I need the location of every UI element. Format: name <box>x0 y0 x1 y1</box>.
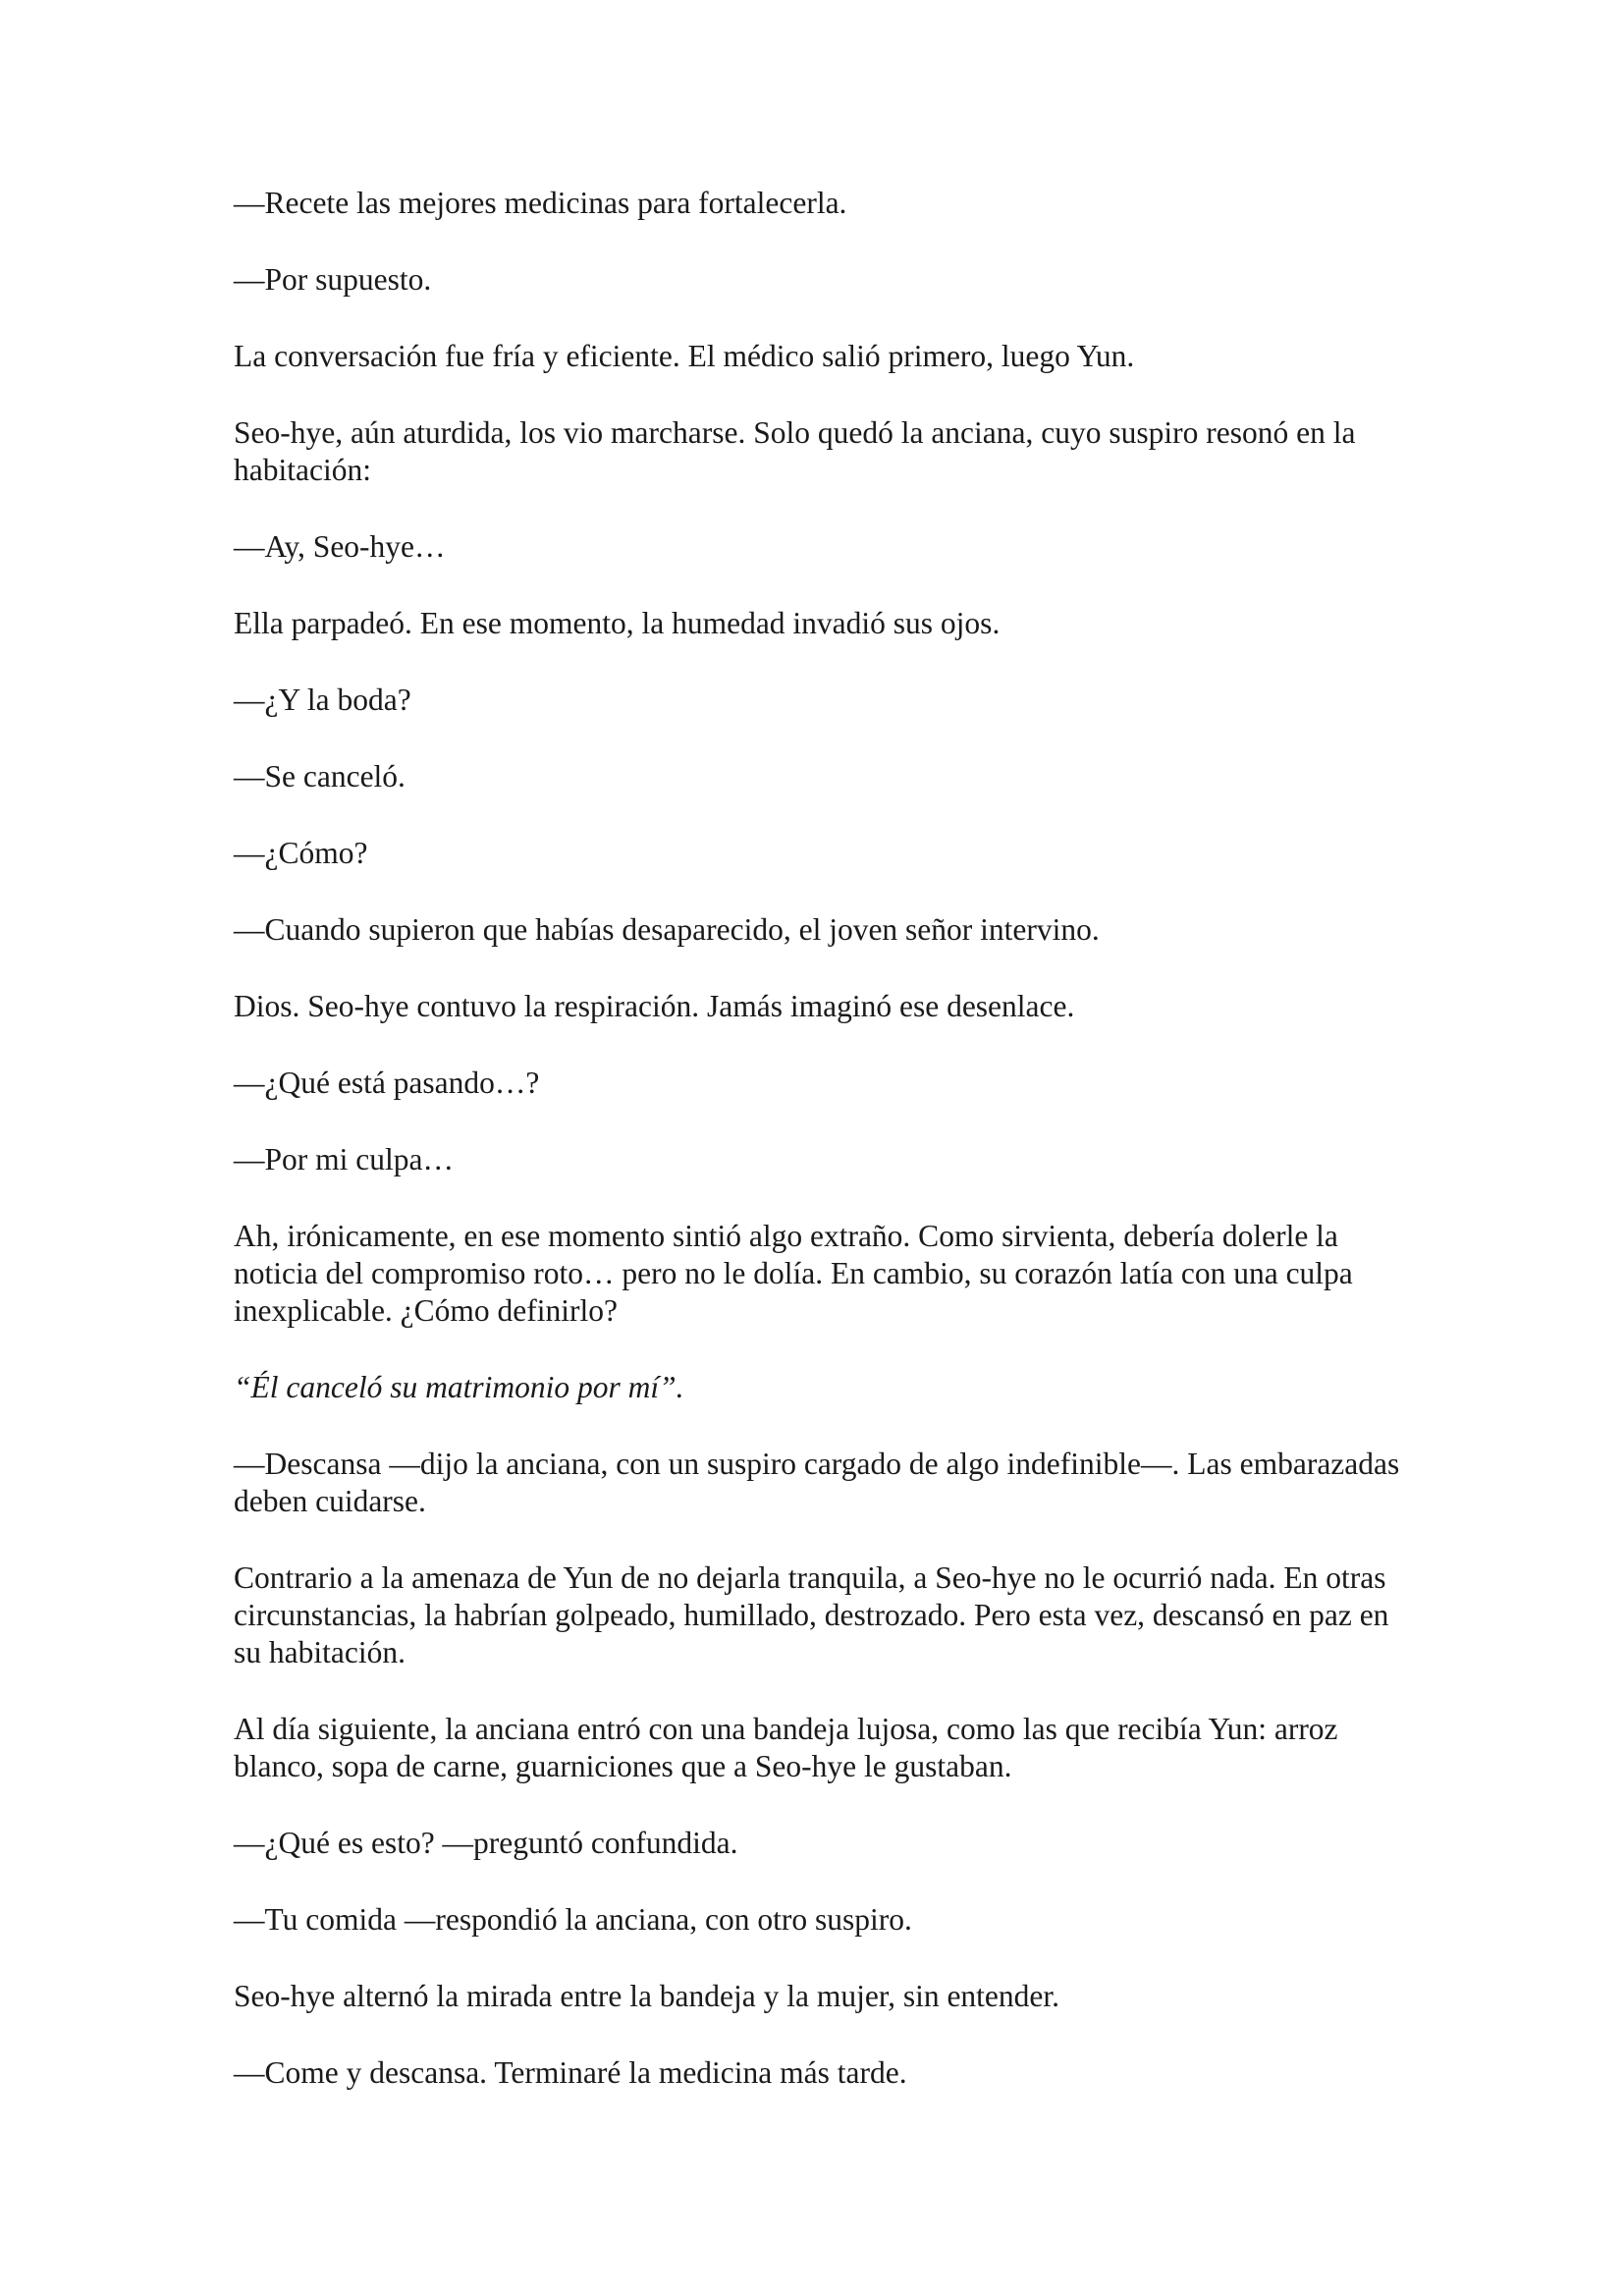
paragraph: —Recete las mejores medicinas para fortalecerla. <box>234 186 847 220</box>
paragraph: Dios. Seo-hye contuvo la respiración. Jamás imaginó ese desenlace. <box>234 989 1075 1023</box>
paragraph: —¿Qué es esto? —preguntó confundida. <box>234 1826 738 1860</box>
paragraph: —Ay, Seo-hye… <box>234 529 446 564</box>
paragraph: —¿Cómo? <box>234 836 368 870</box>
document-body <box>234 185 1412 2131</box>
paragraph: —Por supuesto. <box>234 262 432 297</box>
paragraph: —Descansa —dijo la anciana, con un suspiro cargado de algo indefinible—. Las embarazadas deben cuidarse. <box>234 1447 1400 1518</box>
paragraph: —Se canceló. <box>234 759 406 793</box>
paragraph: —¿Qué está pasando…? <box>234 1066 540 1100</box>
paragraph: —¿Y la boda? <box>234 683 411 717</box>
paragraph: Ah, irónicamente, en ese momento sintió algo extraño. Como sirvienta, debería dolerle la noticia del compromiso roto… pero no le dolía. En cambio, su corazón latía con una culpa inexplicable. ¿Cómo definirlo? <box>234 1219 1353 1328</box>
italic-quote-paragraph: “Él canceló su matrimonio por mí”. <box>234 1370 684 1404</box>
paragraph: Seo-hye alternó la mirada entre la bandeja y la mujer, sin entender. <box>234 1979 1060 2013</box>
paragraph: —Come y descansa. Terminaré la medicina más tarde. <box>234 2055 907 2090</box>
paragraph: Seo-hye, aún aturdida, los vio marcharse. Solo quedó la anciana, cuyo suspiro resonó en la habitación: <box>234 415 1356 487</box>
paragraph: Contrario a la amenaza de Yun de no dejarla tranquila, a Seo-hye no le ocurrió nada. En otras circunstancias, la habrían golpeado, humillado, destrozado. Pero esta vez, descansó en paz en su habitación. <box>234 1560 1389 1669</box>
paragraph: —Tu comida —respondió la anciana, con otro suspiro. <box>234 1902 912 1937</box>
paragraph: —Cuando supieron que habías desaparecido, el joven señor intervino. <box>234 912 1100 947</box>
paragraph: —Por mi culpa… <box>234 1142 454 1176</box>
paragraph: La conversación fue fría y eficiente. El médico salió primero, luego Yun. <box>234 339 1135 373</box>
paragraph: Ella parpadeó. En ese momento, la humedad invadió sus ojos. <box>234 606 1001 640</box>
paragraph: Al día siguiente, la anciana entró con una bandeja lujosa, como las que recibía Yun: arroz blanco, sopa de carne, guarniciones que a Seo-hye le gustaban. <box>234 1712 1338 1783</box>
